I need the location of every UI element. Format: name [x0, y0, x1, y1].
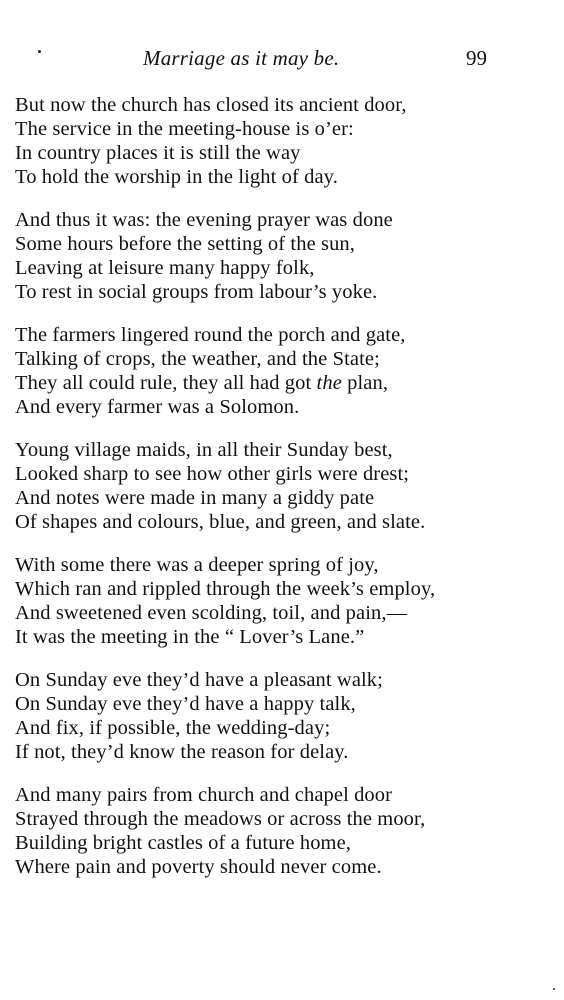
page-header [0, 46, 564, 76]
poem-line: On Sunday eve they’d have a pleasant walk; [15, 669, 383, 691]
poem [15, 93, 555, 898]
print-speck [553, 988, 555, 990]
poem-line: And many pairs from church and chapel door [15, 784, 393, 806]
stanza-5 [15, 553, 555, 649]
poem-line: Young village maids, in all their Sunday best, [15, 439, 393, 461]
poem-line [15, 371, 555, 395]
poem-line: Looked sharp to see how other girls were drest; [15, 463, 410, 485]
stanza-1 [15, 93, 555, 189]
stanza-2 [15, 208, 555, 304]
poem-line: And sweetened even scolding, toil, and pain,— [15, 602, 408, 624]
poem-line: And every farmer was a Solomon. [15, 396, 300, 418]
stanza-6 [15, 668, 555, 764]
page-number: 99 [466, 46, 487, 70]
poem-line: It was the meeting in the “ Lover’s Lane.” [15, 626, 365, 648]
poem-line: And notes were made in many a giddy pate [15, 487, 375, 509]
poem-line: In country places it is still the way [15, 142, 301, 164]
poem-line: The farmers lingered round the porch and gate, [15, 324, 406, 346]
stanza-3 [15, 323, 555, 419]
poem-line: And thus it was: the evening prayer was done [15, 209, 393, 231]
poem-line: To hold the worship in the light of day. [15, 166, 338, 188]
poem-line: On Sunday eve they’d have a happy talk, [15, 693, 356, 715]
poem-line: Of shapes and colours, blue, and green, and slate. [15, 511, 426, 533]
poem-line: To rest in social groups from labour’s yoke. [15, 281, 378, 303]
italic-emphasis: the [316, 372, 342, 394]
stanza-7 [15, 783, 555, 879]
poem-line: With some there was a deeper spring of joy, [15, 554, 379, 576]
poem-line: Some hours before the setting of the sun, [15, 233, 356, 255]
running-title: Marriage as it may be. [143, 46, 340, 70]
poem-line: The service in the meeting-house is o’er: [15, 118, 354, 140]
stanza-4 [15, 438, 555, 534]
poem-line: If not, they’d know the reason for delay. [15, 741, 349, 763]
poem-line: But now the church has closed its ancient door, [15, 94, 407, 116]
poem-line-segment: plan, [347, 372, 389, 394]
poem-line: Which ran and rippled through the week’s employ, [15, 578, 436, 600]
poem-line: Talking of crops, the weather, and the State; [15, 348, 380, 370]
poem-line: Strayed through the meadows or across the moor, [15, 808, 426, 830]
poem-line: And fix, if possible, the wedding-day; [15, 717, 331, 739]
poem-line-segment: They all could rule, they all had got [15, 372, 312, 394]
poem-line: Where pain and poverty should never come. [15, 856, 382, 878]
poem-line: Building bright castles of a future home, [15, 832, 352, 854]
poem-line: Leaving at leisure many happy folk, [15, 257, 315, 279]
